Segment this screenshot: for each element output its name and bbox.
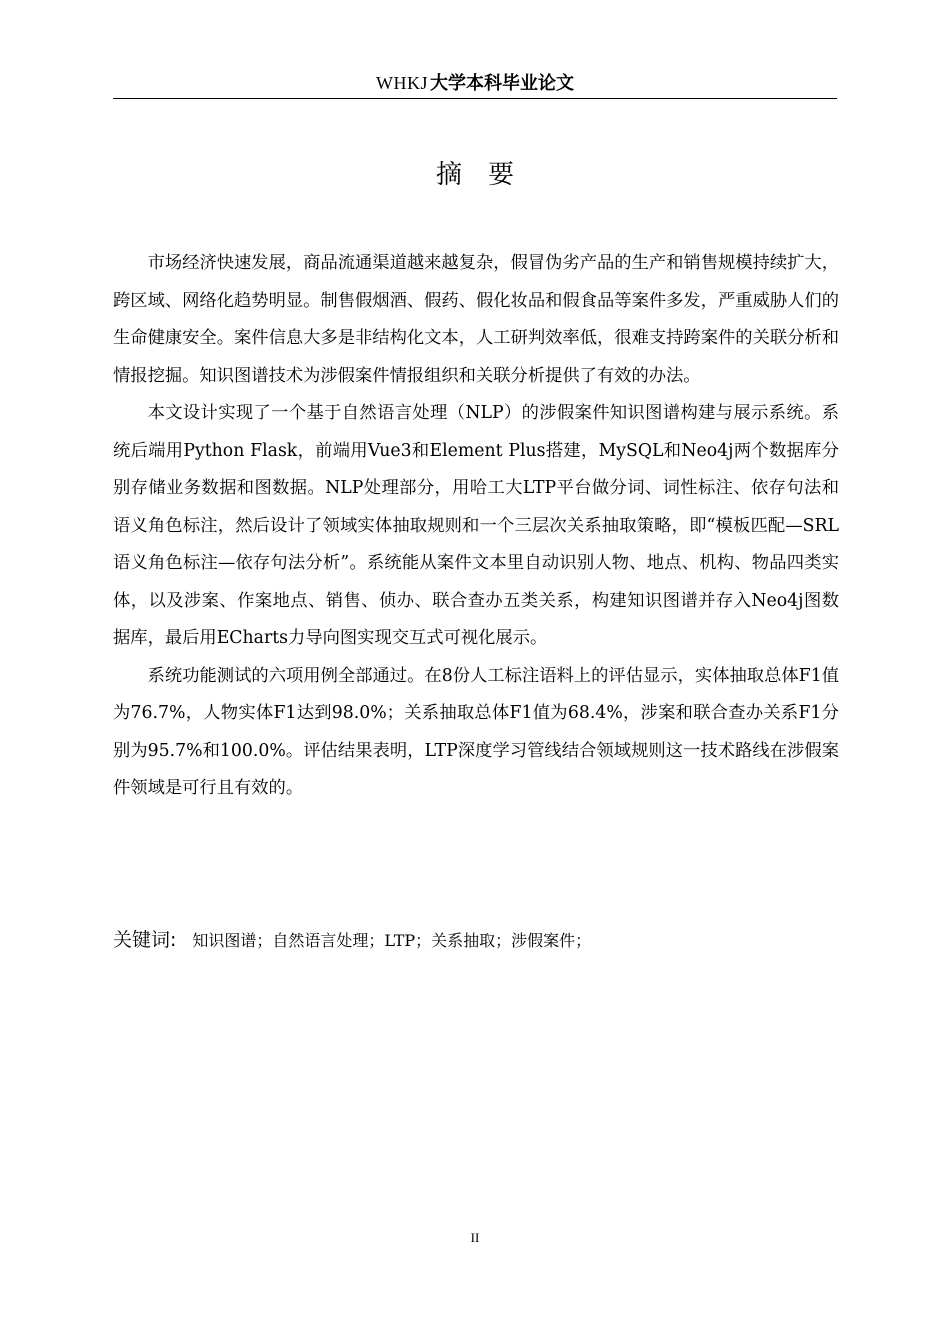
- running-header: [113, 68, 837, 99]
- page-number: II: [470, 1230, 480, 1245]
- page-title: 摘要: [435, 160, 540, 190]
- keywords-text: 知识图谱；自然语言处理；LTP；关系抽取；涉假案件；: [192, 931, 592, 950]
- header-thesis-type: 大学本科毕业论文: [430, 73, 574, 94]
- abstract-paragraph-3: 系统功能测试的六项用例全部通过。在8份人工标注语料上的评估显示，实体抽取总体F1值为76.7%，人物实体F1达到98.0%；关系抽取总体F1值为68.4%，涉案和联合查办关系F1分别为95.7%和100.0%。评估结果表明，LTP深度学习管线结合领域规则这一技术路线在涉假案件领域是可行且有效的。: [113, 665, 839, 798]
- abstract-paragraph-2: 本文设计实现了一个基于自然语言处理（NLP）的涉假案件知识图谱构建与展示系统。系统后端用Python Flask，前端用Vue3和Element Plus搭建，MySQL和Neo4j两个数据库分别存储业务数据和图数据。NLP处理部分，用哈工大LTP平台做分词、词性标注、依存句法和语义角色标注，然后设计了领域实体抽取规则和一个三层次关系抽取策略，即“模板匹配—SRL语义角色标注—依存句法分析”。系统能从案件文本里自动识别人物、地点、机构、物品四类实体，以及涉案、作案地点、销售、侦办、联合查办五类关系，构建知识图谱并存入Neo4j图数据库，最后用ECharts力导向图实现交互式可视化展示。: [113, 403, 839, 648]
- header-school-code: WHKJ: [376, 73, 428, 93]
- abstract-paragraph-1: 市场经济快速发展，商品流通渠道越来越复杂，假冒伪劣产品的生产和销售规模持续扩大，跨区域、网络化趋势明显。制售假烟酒、假药、假化妆品和假食品等案件多发，严重威胁人们的生命健康安全。案件信息大多是非结构化文本，人工研判效率低，很难支持跨案件的关联分析和情报挖掘。知识图谱技术为涉假案件情报组织和关联分析提供了有效的办法。: [113, 253, 839, 386]
- keywords-line: [113, 923, 591, 958]
- abstract-body: [113, 245, 839, 808]
- keywords-label: 关键词:: [113, 929, 177, 951]
